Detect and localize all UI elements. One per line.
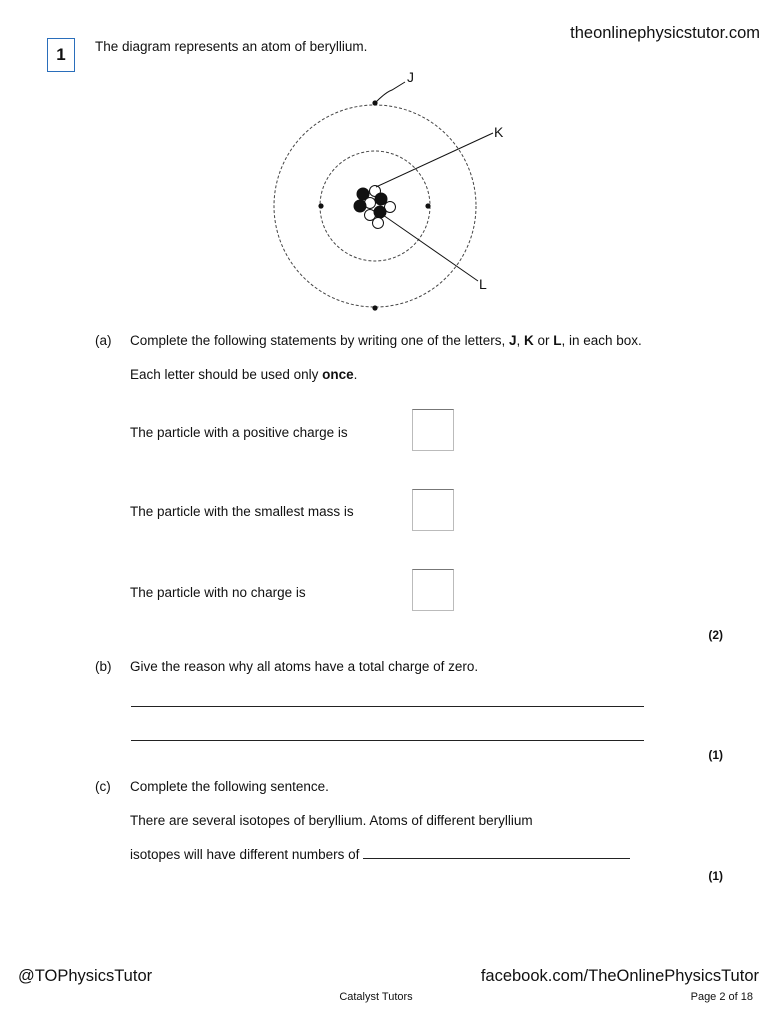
footer-page-number: Page 2 of 18 (690, 991, 753, 1003)
statement-positive-charge: The particle with a positive charge is (130, 425, 348, 440)
part-c-sentence-line1: There are several isotopes of beryllium. Atoms of different beryllium (130, 813, 533, 828)
answer-line-2[interactable] (131, 740, 644, 741)
part-a-once-note: Each letter should be used only once. (130, 367, 358, 382)
part-c-sentence-line2: isotopes will have different numbers of (130, 847, 630, 862)
statement-smallest-mass: The particle with the smallest mass is (130, 504, 354, 519)
electron-right (425, 203, 430, 208)
part-c-marks: (1) (708, 869, 723, 883)
part-c-instruction: Complete the following sentence. (130, 779, 329, 794)
part-a-marks: (2) (708, 628, 723, 642)
part-b-marks: (1) (708, 748, 723, 762)
electron-left (318, 203, 323, 208)
pointer-k (376, 133, 493, 187)
part-c-label: (c) (95, 779, 111, 794)
footer-center: Catalyst Tutors (339, 991, 413, 1003)
answer-box-no-charge[interactable] (412, 569, 454, 611)
statement-no-charge: The particle with no charge is (130, 585, 306, 600)
pointer-j (376, 82, 405, 102)
nucleus (354, 186, 396, 229)
label-l: L (479, 276, 487, 292)
site-url: theonlinephysicstutor.com (570, 24, 760, 42)
footer-facebook: facebook.com/TheOnlinePhysicsTutor (480, 967, 759, 985)
label-k: K (494, 124, 504, 140)
label-j: J (407, 69, 414, 85)
part-a-label: (a) (95, 333, 112, 348)
question-intro: The diagram represents an atom of beryllium. (95, 39, 368, 54)
part-b-question: Give the reason why all atoms have a total charge of zero. (130, 659, 479, 674)
answer-box-positive-charge[interactable] (412, 409, 454, 451)
part-b-label: (b) (95, 659, 112, 674)
electron-bottom (372, 305, 377, 310)
footer-twitter: @TOPhysicsTutor (18, 967, 153, 985)
part-a-instruction: Complete the following statements by writing one of the letters, J, K or L, in each box. (130, 333, 642, 348)
answer-box-smallest-mass[interactable] (412, 489, 454, 531)
part-c-answer-line[interactable] (363, 847, 630, 859)
beryllium-atom-diagram (260, 60, 520, 330)
question-number: 1 (47, 38, 75, 72)
pointer-l (383, 215, 478, 281)
answer-line-1[interactable] (131, 706, 644, 707)
